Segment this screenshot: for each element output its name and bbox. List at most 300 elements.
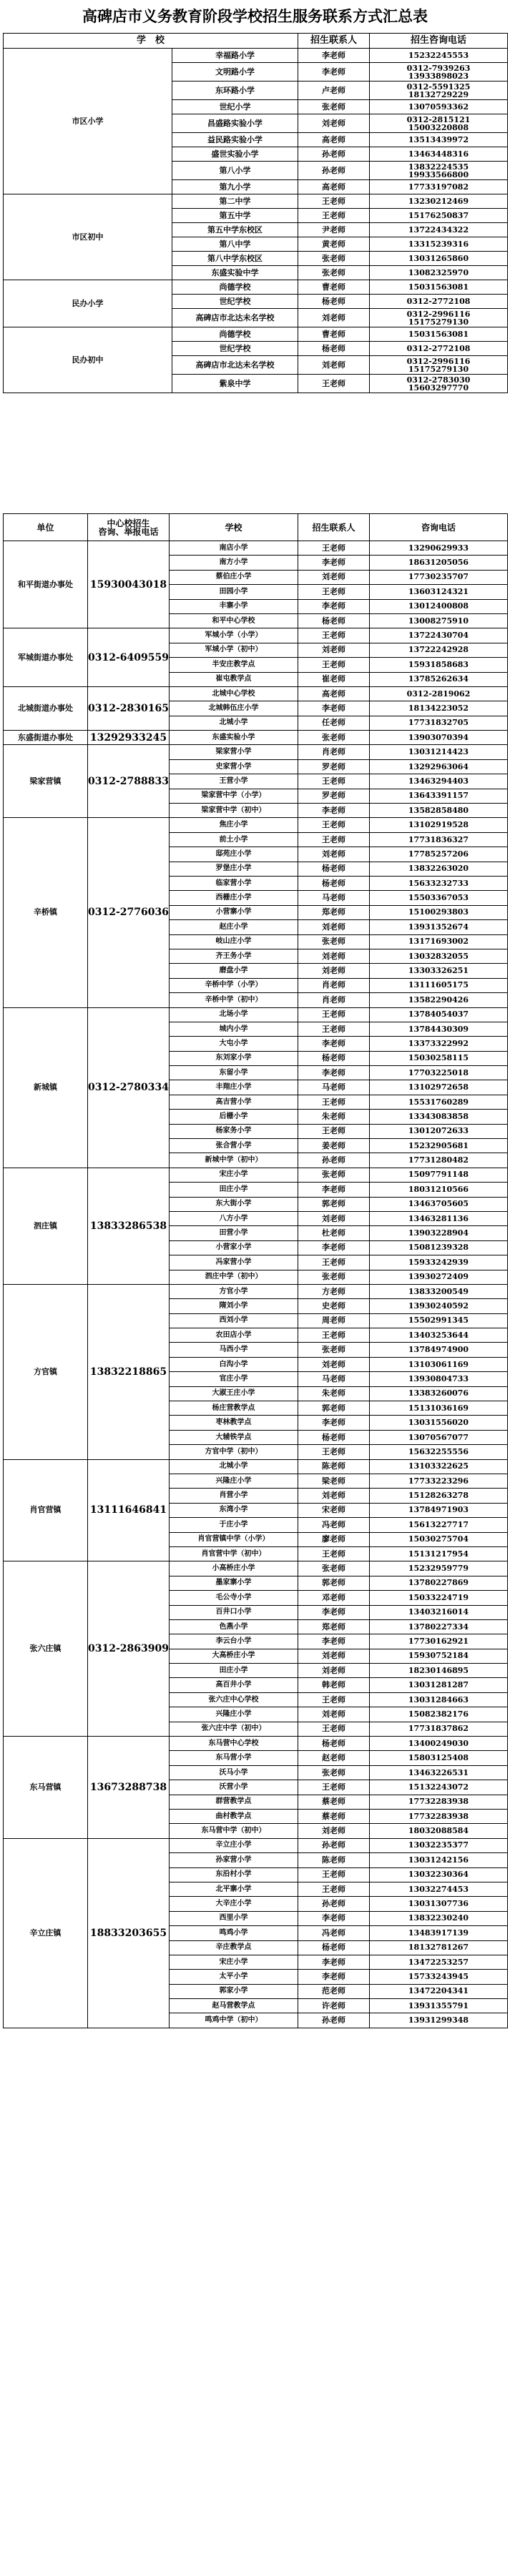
- contact-person: 马老师: [298, 891, 370, 905]
- center-phone: 0312-2780334: [88, 1007, 170, 1168]
- school-name: 尚德学校: [172, 327, 298, 342]
- contact-person: 王老师: [298, 1882, 370, 1896]
- contact-person: 任老师: [298, 716, 370, 730]
- contact-person: 王老师: [298, 818, 370, 832]
- contact-phone: 13930804733: [370, 1372, 508, 1386]
- contact-person: 张老师: [298, 1343, 370, 1357]
- school-name: 半安庄教学点: [170, 658, 298, 672]
- school-name: 辛立庄小学: [170, 1838, 298, 1852]
- contact-person: 赵老师: [298, 1751, 370, 1765]
- table-row: [4, 49, 508, 63]
- contact-person: 王老师: [298, 774, 370, 789]
- contact-phone: 13031281287: [370, 1678, 508, 1692]
- table-row: [4, 1007, 508, 1022]
- contact-person: 马老师: [298, 1080, 370, 1095]
- contact-phone: 13722430704: [370, 628, 508, 643]
- contact-phone: 15931858683: [370, 658, 508, 672]
- contact-person: 卢老师: [298, 82, 370, 100]
- school-name: 冯家营小学: [170, 1255, 298, 1270]
- contact-person: 杨老师: [298, 1430, 370, 1444]
- school-name: 百井口小学: [170, 1605, 298, 1619]
- school-name: 文明路小学: [172, 63, 298, 82]
- contact-phone: 13931355791: [370, 1999, 508, 2013]
- school-name: 兴隆庄小学: [170, 1474, 298, 1489]
- contact-person: 邓老师: [298, 1591, 370, 1605]
- contact-person: 李老师: [298, 1970, 370, 1984]
- header-contact: 招生联系人: [298, 34, 370, 49]
- center-phone: 13292933245: [88, 731, 170, 745]
- school-name: 辛庄教学点: [170, 1940, 298, 1955]
- school-name: 鸣鸡中学（初中）: [170, 2013, 298, 2028]
- school-name: 西刘小学: [170, 1313, 298, 1328]
- contact-person: 宋老师: [298, 1503, 370, 1517]
- contact-person: 刘老师: [298, 847, 370, 862]
- table-row: [4, 280, 508, 295]
- school-name: 肖营小学: [170, 1489, 298, 1503]
- contact-phone: 15030258115: [370, 1051, 508, 1065]
- contact-phone: 0312-2819062: [370, 686, 508, 701]
- table-row: [4, 818, 508, 832]
- table-header-row: [4, 34, 508, 49]
- table-row: [4, 1561, 508, 1576]
- contact-person: 杨老师: [298, 613, 370, 628]
- contact-phone: 0312-5591325 18132729229: [370, 82, 508, 100]
- school-name: 赵马营教学点: [170, 1999, 298, 2013]
- contact-person: 张老师: [298, 1765, 370, 1780]
- contact-phone: 13403216014: [370, 1605, 508, 1619]
- contact-phone: 15502991345: [370, 1313, 508, 1328]
- unit-name: 新城镇: [4, 1007, 88, 1168]
- table-row: [4, 541, 508, 556]
- contact-phone: 15031563081: [370, 327, 508, 342]
- school-name: 方官小学: [170, 1284, 298, 1298]
- contact-phone: 13784971903: [370, 1503, 508, 1517]
- contact-phone: 13032832055: [370, 949, 508, 963]
- contact-phone: 18032088584: [370, 1824, 508, 1838]
- table-header-row: [4, 514, 508, 541]
- contact-person: 周老师: [298, 1313, 370, 1328]
- school-name: 第八中学东校区: [172, 252, 298, 266]
- contact-person: 郑老师: [298, 1619, 370, 1634]
- school-name: 东马营中学（初中）: [170, 1824, 298, 1838]
- contact-phone: 13082325970: [370, 266, 508, 280]
- contact-phone: 0312-2815121 15003220808: [370, 114, 508, 133]
- header-contact: 招生联系人: [298, 514, 370, 541]
- contact-person: 史老师: [298, 1299, 370, 1313]
- table-row: [4, 628, 508, 643]
- school-name: 大辛庄小学: [170, 1897, 298, 1911]
- contact-person: 杨老师: [298, 876, 370, 890]
- contact-person: 张老师: [298, 731, 370, 745]
- school-name: 北平寨小学: [170, 1882, 298, 1896]
- contact-person: 孙老师: [298, 1838, 370, 1852]
- school-name: 白沟小学: [170, 1357, 298, 1371]
- contact-person: 李老师: [298, 804, 370, 818]
- contact-phone: 0312-2996116 15175279130: [370, 309, 508, 327]
- school-name: 沃营小学: [170, 1780, 298, 1795]
- school-name: 和平中心学校: [170, 613, 298, 628]
- contact-phone: 17731280482: [370, 1153, 508, 1168]
- contact-person: 刘老师: [298, 949, 370, 963]
- school-name: 蔡伯庄小学: [170, 570, 298, 584]
- contact-phone: 13031242156: [370, 1853, 508, 1867]
- contact-person: 范老师: [298, 1984, 370, 1998]
- school-name: 临家营小学: [170, 876, 298, 890]
- school-name: 昌盛路实验小学: [172, 114, 298, 133]
- contact-person: 孙老师: [298, 162, 370, 180]
- contact-phone: 15097791148: [370, 1168, 508, 1182]
- contact-phone: 13483917139: [370, 1926, 508, 1940]
- contact-person: 李老师: [298, 63, 370, 82]
- contact-phone: 13785262634: [370, 672, 508, 686]
- school-name: 东刘家小学: [170, 1051, 298, 1065]
- contact-person: 刘老师: [298, 920, 370, 934]
- contact-person: 肖老师: [298, 745, 370, 759]
- table-row: [4, 1284, 508, 1298]
- school-name: 齐王务小学: [170, 949, 298, 963]
- contact-phone: 13012400808: [370, 599, 508, 613]
- contact-person: 曹老师: [298, 280, 370, 295]
- school-name: 大辅铁学点: [170, 1430, 298, 1444]
- contact-phone: 13582858480: [370, 804, 508, 818]
- table-row: [4, 686, 508, 701]
- school-name: 李云台小学: [170, 1634, 298, 1649]
- contact-person: 高老师: [298, 180, 370, 194]
- center-phone: 0312-2830165: [88, 686, 170, 730]
- contact-person: 杨老师: [298, 1051, 370, 1065]
- school-name: 世纪学校: [172, 295, 298, 309]
- contact-phone: 13032230364: [370, 1867, 508, 1882]
- school-name: 杨庄营教学点: [170, 1401, 298, 1416]
- school-name: 梁家营中学（小学）: [170, 789, 298, 803]
- group-name: 市区小学: [4, 49, 172, 194]
- school-name: 东留小学: [170, 1066, 298, 1080]
- contact-phone: 15132243072: [370, 1780, 508, 1795]
- school-name: 太平小学: [170, 1970, 298, 1984]
- school-name: 八方小学: [170, 1211, 298, 1225]
- contact-person: 肖老师: [298, 978, 370, 992]
- contact-person: 王老师: [298, 628, 370, 643]
- contact-phone: 17730162921: [370, 1634, 508, 1649]
- contact-person: 王老师: [298, 1095, 370, 1109]
- school-name: 群营教学点: [170, 1795, 298, 1809]
- school-name: 马西小学: [170, 1343, 298, 1357]
- contact-phone: 18230146895: [370, 1664, 508, 1678]
- contact-phone: 17733223296: [370, 1474, 508, 1489]
- contact-phone: 13373322992: [370, 1037, 508, 1051]
- school-name: 磨盘小学: [170, 964, 298, 978]
- contact-person: 王老师: [298, 1546, 370, 1561]
- contact-person: 郭老师: [298, 1401, 370, 1416]
- contact-person: 李老师: [298, 1955, 370, 1969]
- school-name: 东大街小学: [170, 1197, 298, 1211]
- school-name: 第九小学: [172, 180, 298, 194]
- contact-phone: 13103322625: [370, 1459, 508, 1474]
- contact-person: 郑老师: [298, 905, 370, 919]
- contact-person: 王老师: [298, 1867, 370, 1882]
- contact-phone: 18132781267: [370, 1940, 508, 1955]
- school-name: 后栅小学: [170, 1110, 298, 1124]
- contact-person: 高老师: [298, 133, 370, 147]
- town-schools-table: [3, 513, 508, 2028]
- contact-person: 刘老师: [298, 1664, 370, 1678]
- school-name: 肖官营镇中学（小学）: [170, 1532, 298, 1546]
- school-name: 高碑店市北达未名学校: [172, 356, 298, 375]
- school-name: 岐山庄小学: [170, 934, 298, 949]
- contact-person: 李老师: [298, 556, 370, 570]
- school-name: 东湾小学: [170, 1503, 298, 1517]
- contact-person: 张老师: [298, 934, 370, 949]
- contact-phone: 13290629933: [370, 541, 508, 556]
- contact-person: 王老师: [298, 1722, 370, 1736]
- contact-person: 张老师: [298, 1168, 370, 1182]
- contact-phone: 13383260076: [370, 1386, 508, 1401]
- school-name: 东马营小学: [170, 1751, 298, 1765]
- school-name: 军城小学（小学）: [170, 628, 298, 643]
- contact-phone: 15232959779: [370, 1561, 508, 1576]
- contact-person: 王老师: [298, 1445, 370, 1459]
- contact-person: 王老师: [298, 194, 370, 209]
- center-phone: 0312-2776036: [88, 818, 170, 1007]
- contact-phone: 13722434322: [370, 223, 508, 237]
- contact-phone: 15033224719: [370, 1591, 508, 1605]
- school-name: 南店小学: [170, 541, 298, 556]
- contact-phone: 13930240592: [370, 1299, 508, 1313]
- contact-person: 朱老师: [298, 1386, 370, 1401]
- contact-phone: 13903070394: [370, 731, 508, 745]
- contact-person: 陈老师: [298, 1853, 370, 1867]
- contact-person: 李老师: [298, 1911, 370, 1925]
- contact-person: 王老师: [298, 1780, 370, 1795]
- contact-person: 刘老师: [298, 964, 370, 978]
- contact-person: 孙老师: [298, 1897, 370, 1911]
- school-name: 尚德学校: [172, 280, 298, 295]
- contact-person: 刘老师: [298, 309, 370, 327]
- contact-phone: 13582290426: [370, 993, 508, 1007]
- school-name: 焦庄小学: [170, 818, 298, 832]
- contact-phone: 13070567077: [370, 1430, 508, 1444]
- contact-phone: 13171693002: [370, 934, 508, 949]
- contact-phone: 15632255556: [370, 1445, 508, 1459]
- school-name: 益民路实验小学: [172, 133, 298, 147]
- school-name: 东盛实验小学: [170, 731, 298, 745]
- contact-person: 孙老师: [298, 2013, 370, 2028]
- contact-phone: 15030275704: [370, 1532, 508, 1546]
- header-phone: 咨询电话: [370, 514, 508, 541]
- contact-person: 孙老师: [298, 147, 370, 162]
- contact-phone: 13472253257: [370, 1955, 508, 1969]
- center-phone: 13111646841: [88, 1459, 170, 1561]
- contact-phone: 15100293803: [370, 905, 508, 919]
- school-name: 东环路小学: [172, 82, 298, 100]
- center-phone: 13833286538: [88, 1168, 170, 1284]
- school-name: 梁家营中学（初中）: [170, 804, 298, 818]
- table-row: [4, 731, 508, 745]
- school-name: 东马营中心学校: [170, 1737, 298, 1751]
- contact-phone: 13463294403: [370, 774, 508, 789]
- contact-person: 肖老师: [298, 993, 370, 1007]
- contact-phone: 13472204341: [370, 1984, 508, 1998]
- school-name: 北城韩伍庄小学: [170, 701, 298, 716]
- header-center-phone: 中心校招生 咨询、举报电话: [88, 514, 170, 541]
- school-name: 小高桥庄小学: [170, 1561, 298, 1576]
- contact-person: 王老师: [298, 375, 370, 393]
- contact-person: 刘老师: [298, 1649, 370, 1663]
- unit-name: 东马营镇: [4, 1737, 88, 1839]
- school-name: 丰翔庄小学: [170, 1080, 298, 1095]
- contact-person: 李老师: [298, 599, 370, 613]
- school-name: 军城小学（初中）: [170, 643, 298, 657]
- group-name: 民办小学: [4, 280, 172, 327]
- school-name: 史家营小学: [170, 759, 298, 774]
- contact-phone: 13303326251: [370, 964, 508, 978]
- contact-person: 马老师: [298, 1372, 370, 1386]
- table-row: [4, 1737, 508, 1751]
- group-name: 民办初中: [4, 327, 172, 393]
- table-row: [4, 327, 508, 342]
- school-name: 高百井小学: [170, 1678, 298, 1692]
- school-name: 东沿村小学: [170, 1867, 298, 1882]
- center-phone: 13673288738: [88, 1737, 170, 1839]
- school-name: 大高桥庄小学: [170, 1649, 298, 1663]
- contact-phone: 15131217954: [370, 1546, 508, 1561]
- school-name: 丰寨小学: [170, 599, 298, 613]
- contact-person: 姜老师: [298, 1139, 370, 1153]
- contact-phone: 15803125408: [370, 1751, 508, 1765]
- contact-phone: 13032274453: [370, 1882, 508, 1896]
- contact-phone: 13103061169: [370, 1357, 508, 1371]
- contact-person: 刘老师: [298, 1489, 370, 1503]
- contact-phone: 13292963064: [370, 759, 508, 774]
- contact-person: 曹老师: [298, 327, 370, 342]
- contact-person: 高老师: [298, 686, 370, 701]
- school-name: 郭家小学: [170, 1984, 298, 1998]
- contact-phone: 17703225018: [370, 1066, 508, 1080]
- school-name: 枣林教学点: [170, 1416, 298, 1430]
- contact-phone: 0312-7939263 13933898023: [370, 63, 508, 82]
- school-name: 高碑店市北达未名学校: [172, 309, 298, 327]
- contact-phone: 15633232733: [370, 876, 508, 890]
- contact-phone: 13463281136: [370, 1211, 508, 1225]
- contact-phone: 18631205056: [370, 556, 508, 570]
- school-name: 辛桥中学（小学）: [170, 978, 298, 992]
- school-name: 北场小学: [170, 1007, 298, 1022]
- contact-phone: 15531760289: [370, 1095, 508, 1109]
- school-name: 西栅庄小学: [170, 891, 298, 905]
- contact-person: 韩老师: [298, 1678, 370, 1692]
- school-name: 张合营小学: [170, 1139, 298, 1153]
- table-row: [4, 194, 508, 209]
- contact-phone: 17733197082: [370, 180, 508, 194]
- school-name: 盛世实验小学: [172, 147, 298, 162]
- contact-phone: 15232245553: [370, 49, 508, 63]
- center-phone: 15930043018: [88, 541, 170, 628]
- school-name: 官庄小学: [170, 1372, 298, 1386]
- contact-person: 张老师: [298, 252, 370, 266]
- contact-phone: 13784974900: [370, 1343, 508, 1357]
- school-name: 张六庄中心学校: [170, 1692, 298, 1707]
- unit-name: 张六庄镇: [4, 1561, 88, 1737]
- contact-phone: 13031214423: [370, 745, 508, 759]
- unit-name: 军城街道办事处: [4, 628, 88, 687]
- contact-phone: 13400249030: [370, 1737, 508, 1751]
- contact-person: 王老师: [298, 1255, 370, 1270]
- unit-name: 辛桥镇: [4, 818, 88, 1007]
- school-name: 第二中学: [172, 194, 298, 209]
- contact-phone: 13833200549: [370, 1284, 508, 1298]
- contact-person: 蔡老师: [298, 1809, 370, 1823]
- school-name: 鸣鸡小学: [170, 1926, 298, 1940]
- contact-phone: 17731836327: [370, 832, 508, 847]
- school-name: 大屯小学: [170, 1037, 298, 1051]
- contact-person: 孙老师: [298, 1153, 370, 1168]
- school-name: 崔屯教学点: [170, 672, 298, 686]
- contact-phone: 15613227717: [370, 1518, 508, 1532]
- contact-phone: 18134223052: [370, 701, 508, 716]
- contact-person: 冯老师: [298, 1926, 370, 1940]
- contact-phone: 15128263278: [370, 1489, 508, 1503]
- contact-person: 杨老师: [298, 1940, 370, 1955]
- contact-phone: 17732283938: [370, 1809, 508, 1823]
- contact-person: 王老师: [298, 585, 370, 599]
- school-name: 宋庄小学: [170, 1955, 298, 1969]
- contact-phone: 13780227334: [370, 1619, 508, 1634]
- unit-name: 北城街道办事处: [4, 686, 88, 730]
- contact-phone: 0312-2772108: [370, 342, 508, 356]
- contact-person: 刘老师: [298, 1357, 370, 1371]
- contact-person: 郭老师: [298, 1576, 370, 1590]
- contact-person: 王老师: [298, 1022, 370, 1036]
- contact-phone: 18031210566: [370, 1183, 508, 1197]
- contact-phone: 13903228904: [370, 1226, 508, 1240]
- contact-person: 李老师: [298, 1416, 370, 1430]
- contact-phone: 13031307736: [370, 1897, 508, 1911]
- table-row: [4, 1168, 508, 1182]
- unit-name: 和平街道办事处: [4, 541, 88, 628]
- contact-phone: 15031563081: [370, 280, 508, 295]
- contact-phone: 0312-2772108: [370, 295, 508, 309]
- contact-person: 许老师: [298, 1999, 370, 2013]
- contact-person: 李老师: [298, 1605, 370, 1619]
- header-school: 学校: [170, 514, 298, 541]
- contact-person: 李老师: [298, 1037, 370, 1051]
- school-name: 北城中心学校: [170, 686, 298, 701]
- school-name: 城内小学: [170, 1022, 298, 1036]
- contact-phone: 13832224535 19933566800: [370, 162, 508, 180]
- unit-name: 东盛街道办事处: [4, 731, 88, 745]
- contact-phone: 13463226531: [370, 1765, 508, 1780]
- contact-phone: 13343083858: [370, 1110, 508, 1124]
- school-name: 农田店小学: [170, 1328, 298, 1343]
- contact-person: 李老师: [298, 49, 370, 63]
- contact-person: 李老师: [298, 701, 370, 716]
- contact-phone: 13931352674: [370, 920, 508, 934]
- center-phone: 0312-6409559: [88, 628, 170, 687]
- contact-phone: 13603124321: [370, 585, 508, 599]
- contact-person: 蔡老师: [298, 1795, 370, 1809]
- contact-person: 梁老师: [298, 1474, 370, 1489]
- contact-person: 刘老师: [298, 1211, 370, 1225]
- school-name: 田营小学: [170, 1226, 298, 1240]
- contact-phone: 13463448316: [370, 147, 508, 162]
- contact-person: 刘老师: [298, 114, 370, 133]
- contact-person: 廖老师: [298, 1532, 370, 1546]
- contact-phone: 13008275910: [370, 613, 508, 628]
- school-name: 新城中学（初中）: [170, 1153, 298, 1168]
- contact-person: 张老师: [298, 1270, 370, 1284]
- contact-person: 王老师: [298, 658, 370, 672]
- school-name: 孙家营小学: [170, 1853, 298, 1867]
